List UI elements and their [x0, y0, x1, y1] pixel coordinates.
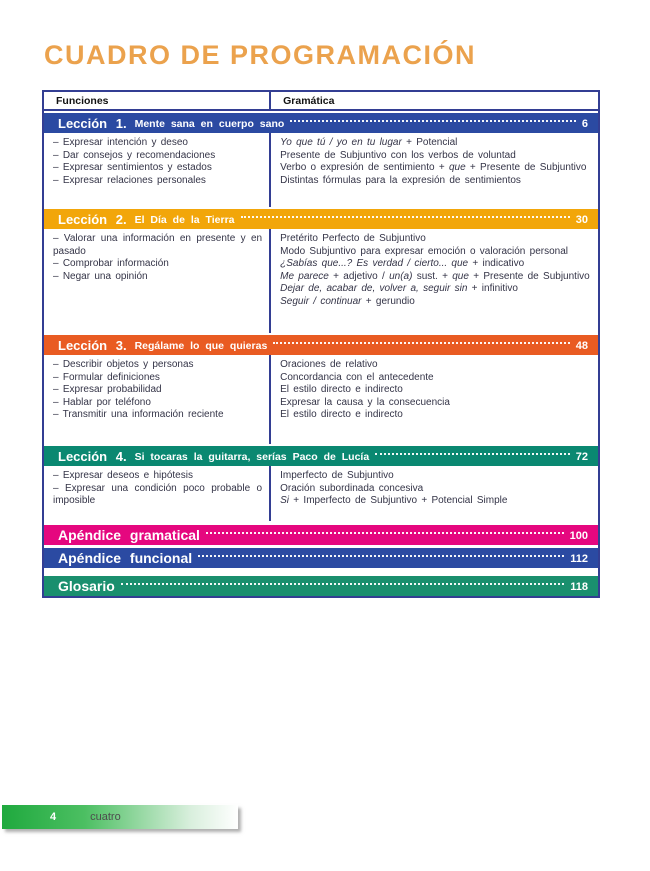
- lesson-3-page-number: 48: [575, 339, 588, 352]
- gramatica-item: Oraciones de relativo: [280, 359, 378, 370]
- dotted-leader: [121, 583, 564, 585]
- funcion-item: – Comprobar información: [53, 258, 169, 270]
- page-number: 4: [50, 811, 57, 823]
- gramatica-item: Seguir / continuar + gerundio: [280, 295, 415, 307]
- appendix-funcional-label: Apéndice funcional: [58, 550, 193, 566]
- page-number-word: cuatro: [90, 811, 121, 823]
- gramatica-item: El estilo directo e indirecto: [280, 384, 403, 396]
- gramatica-item: Pretérito Perfecto de Subjuntivo: [280, 233, 426, 244]
- table-header-row: [44, 92, 598, 111]
- gramatica-item: Distintas fórmulas para la expresión de sentimientos: [280, 174, 521, 186]
- gramatica-item: Expresar la causa y la consecuencia: [280, 396, 450, 408]
- lesson-2-bar: [44, 209, 598, 229]
- funcion-item: – Negar una opinión: [53, 270, 148, 282]
- dotted-leader: [375, 453, 570, 455]
- lesson-2-content: [44, 229, 598, 333]
- lesson-2-gramatica-list: [271, 229, 598, 333]
- gramatica-item: Imperfecto de Subjuntivo: [280, 470, 394, 481]
- gramatica-item: Yo que tú / yo en tu lugar + Potencial: [280, 137, 458, 148]
- gramatica-item: Presente de Subjuntivo con los verbos de voluntad: [280, 149, 516, 161]
- lesson-4-label: Lección 4.: [58, 448, 127, 464]
- funcion-item: – Expresar una condición poco probable o imposible: [53, 482, 263, 507]
- appendix-funcional-page-number: 112: [570, 552, 588, 565]
- lesson-3-label: Lección 3.: [58, 337, 127, 353]
- lesson-4-gramatica-list: [271, 466, 598, 521]
- dotted-leader: [206, 532, 564, 534]
- funcion-item: – Expresar intención y deseo: [53, 137, 188, 148]
- lesson-1-page-number: 6: [581, 117, 588, 130]
- lesson-4-bar: [44, 446, 598, 466]
- glosario-page-number: 118: [570, 580, 588, 593]
- funcion-item: – Valorar una información en presente y en pasado: [53, 233, 263, 257]
- appendix-gramatical-page-number: 100: [569, 529, 588, 542]
- gramatica-item: Dejar de, acabar de, volver a, seguir sin + infinitivo: [280, 283, 518, 295]
- lesson-1-content: [44, 133, 598, 207]
- lesson-1-funciones-list: [44, 133, 271, 207]
- gramatica-item: Concordancia con el antecedente: [280, 371, 434, 383]
- lesson-3-title: Regálame lo que quieras: [134, 340, 268, 352]
- lesson-4-funciones-list: [44, 466, 271, 521]
- funcion-item: – Dar consejos y recomendaciones: [53, 149, 216, 161]
- dotted-leader: [241, 216, 570, 218]
- dotted-leader: [198, 555, 564, 557]
- page-title: CUADRO DE PROGRAMACIÓN: [44, 40, 477, 70]
- funcion-item: – Expresar relaciones personales: [53, 174, 206, 186]
- spacer: [44, 568, 598, 576]
- column-header-funciones: Funciones: [44, 92, 271, 109]
- lesson-2-title: El Día de la Tierra: [134, 214, 235, 226]
- lesson-1-title: Mente sana en cuerpo sano: [134, 118, 285, 130]
- column-header-gramatica: Gramática: [283, 95, 335, 107]
- funcion-item: – Formular definiciones: [53, 371, 160, 383]
- lesson-1-bar: [44, 113, 598, 133]
- funcion-item: – Expresar probabilidad: [53, 384, 162, 396]
- funcion-item: – Describir objetos y personas: [53, 359, 194, 370]
- glosario-label: Glosario: [58, 578, 115, 594]
- appendix-funcional-bar: [44, 548, 598, 568]
- dotted-leader: [290, 120, 576, 122]
- page-footer-bar: [2, 805, 238, 829]
- appendix-gramatical-bar: [44, 525, 598, 545]
- programming-chart-table: [42, 90, 600, 598]
- lesson-2-funciones-list: [44, 229, 271, 333]
- gramatica-item: Oración subordinada concesiva: [280, 482, 424, 494]
- lesson-3-bar: [44, 335, 598, 355]
- lesson-1-label: Lección 1.: [58, 115, 127, 131]
- lesson-3-gramatica-list: [271, 355, 598, 444]
- glosario-bar: [44, 576, 598, 596]
- gramatica-item: El estilo directo e indirecto: [280, 409, 403, 421]
- appendix-gramatical-label: Apéndice gramatical: [58, 527, 200, 543]
- lesson-2-page-number: 30: [575, 213, 588, 226]
- funcion-item: – Transmitir una información reciente: [53, 409, 224, 421]
- funcion-item: – Expresar sentimientos y estados: [53, 162, 212, 174]
- lesson-2-label: Lección 2.: [58, 211, 127, 227]
- lesson-3-funciones-list: [44, 355, 271, 444]
- gramatica-item: Modo Subjuntivo para expresar emoción o valoración personal: [280, 245, 569, 257]
- gramatica-item: Verbo o expresión de sentimiento + que + Presente de Subjuntivo: [280, 162, 587, 174]
- gramatica-item: ¿Sabías que...? Es verdad / cierto... que + indicativo: [280, 258, 525, 270]
- lesson-4-page-number: 72: [575, 450, 588, 463]
- funcion-item: – Hablar por teléfono: [53, 396, 151, 408]
- gramatica-item: Si + Imperfecto de Subjuntivo + Potencial Simple: [280, 495, 508, 507]
- gramatica-item: Me parece + adjetivo / un(a) sust. + que + Presente de Subjuntivo: [280, 270, 590, 282]
- lesson-1-gramatica-list: [271, 133, 598, 207]
- lesson-3-content: [44, 355, 598, 444]
- lesson-4-title: Si tocaras la guitarra, serías Paco de Lucía: [134, 451, 370, 463]
- dotted-leader: [273, 342, 569, 344]
- lesson-4-content: [44, 466, 598, 521]
- funcion-item: – Expresar deseos e hipótesis: [53, 470, 193, 481]
